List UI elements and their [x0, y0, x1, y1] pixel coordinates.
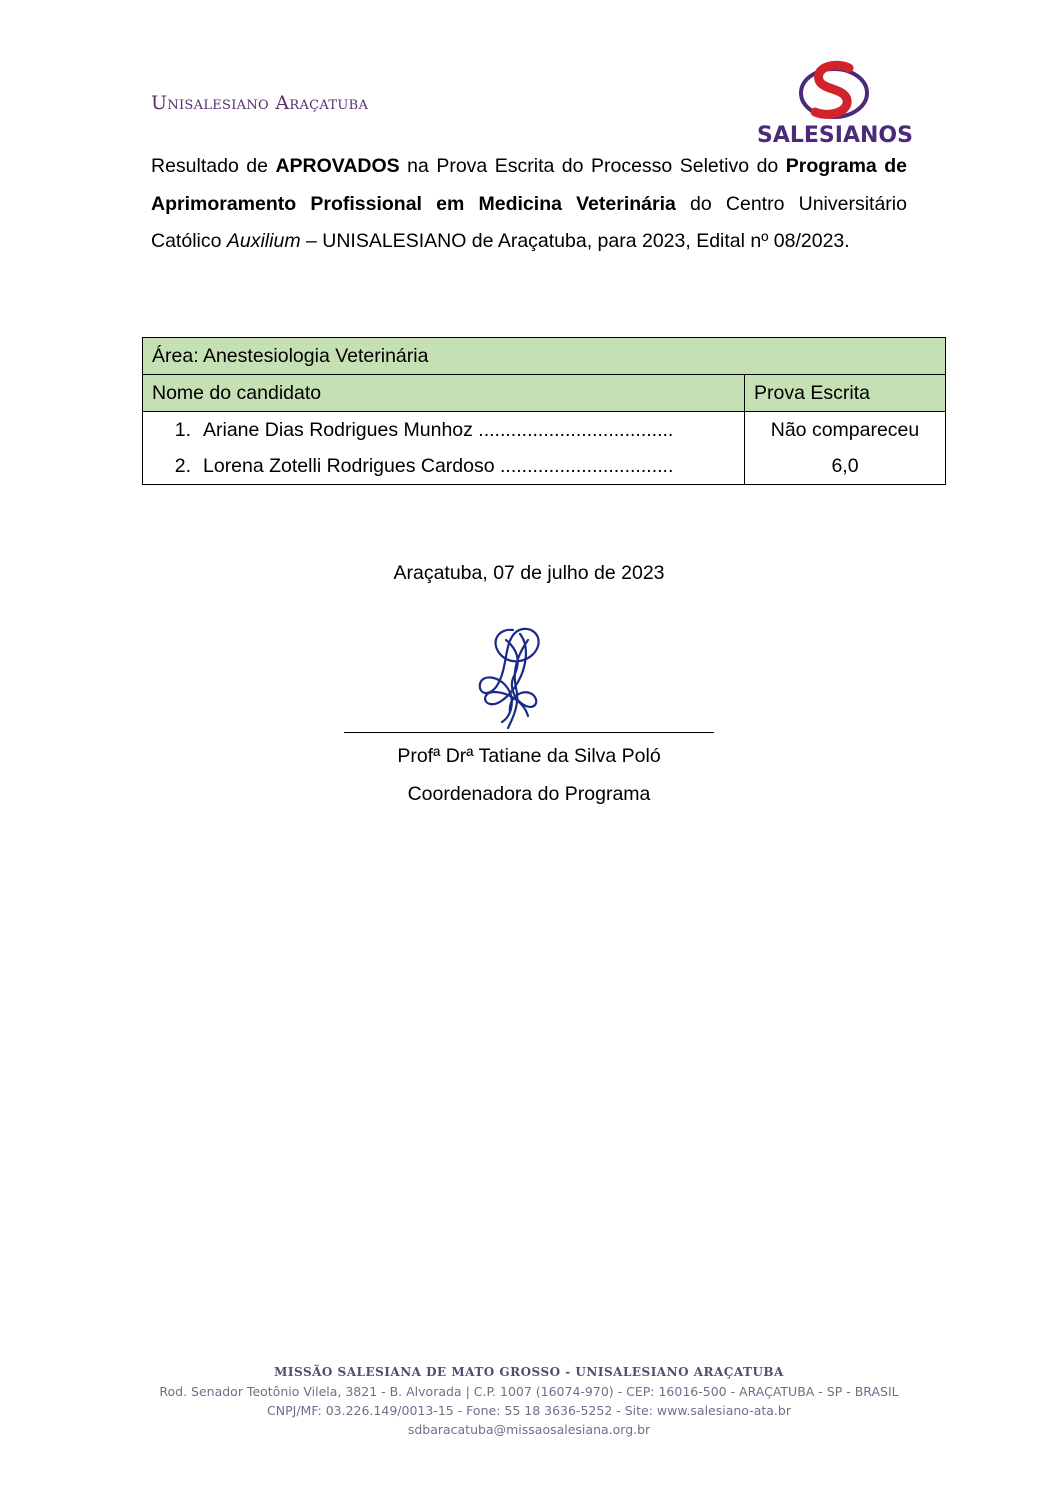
- results-table: [142, 337, 946, 485]
- candidate-name: Ariane Dias Rodrigues Munhoz ....................................: [203, 419, 674, 441]
- handwritten-signature: [468, 620, 558, 732]
- footer-address: Rod. Senador Teotônio Vilela, 3821 - B. Alvorada | C.P. 1007 (16074-970) - CEP: 16016-500 - ARAÇATUBA - SP - BRASIL: [159, 1384, 899, 1399]
- salesianos-emblem-icon: [797, 60, 877, 124]
- table-header-row: [143, 375, 946, 412]
- institution-name: Unisalesiano Araçatuba: [151, 92, 369, 114]
- candidate-names-cell: [143, 412, 745, 485]
- column-header-name: Nome do candidato: [143, 375, 745, 412]
- signer-role: Coordenadora do Programa: [407, 783, 651, 805]
- document-date: Araçatuba, 07 de julho de 2023: [393, 562, 665, 584]
- area-label: Área: Anestesiologia Veterinária: [143, 338, 946, 375]
- column-header-score: Prova Escrita: [745, 375, 946, 412]
- footer-email: sdbaracatuba@missaosalesiana.org.br: [407, 1422, 651, 1437]
- page-footer: [0, 1363, 1058, 1439]
- result-intro-paragraph: Resultado de APROVADOS na Prova Escrita do Processo Seletivo do Programa de Aprimoramento Profissional em Medicina Veterinária do Centro Universitário Católico Auxilium – UNISALESIANO de Araçatuba, para 2023, Edital nº 08/2023.: [151, 155, 907, 252]
- signer-name: Profª Drª Tatiane da Silva Poló: [397, 745, 661, 767]
- candidate-score: Não compareceu: [770, 419, 920, 441]
- table-row: [143, 412, 744, 448]
- candidate-scores-cell: [745, 412, 946, 485]
- logo-text: SALESIANOS: [757, 123, 913, 148]
- candidate-number: 2.: [174, 455, 191, 477]
- salesianos-logo: [757, 60, 912, 152]
- footer-contact: CNPJ/MF: 03.226.149/0013-15 - Fone: 55 18 3636-5252 - Site: www.salesiano-ata.br: [267, 1403, 791, 1418]
- table-body-row: [143, 412, 946, 485]
- table-area-row: [143, 338, 946, 375]
- candidate-number: 1.: [174, 419, 191, 441]
- candidate-score: 6,0: [831, 455, 859, 477]
- candidate-name: Lorena Zotelli Rodrigues Cardoso ................................: [203, 455, 674, 477]
- footer-organization: MISSÃO SALESIANA DE MATO GROSSO - UNISALESIANO ARAÇATUBA: [274, 1365, 784, 1379]
- signature-line: [344, 732, 714, 733]
- table-row: [143, 448, 744, 484]
